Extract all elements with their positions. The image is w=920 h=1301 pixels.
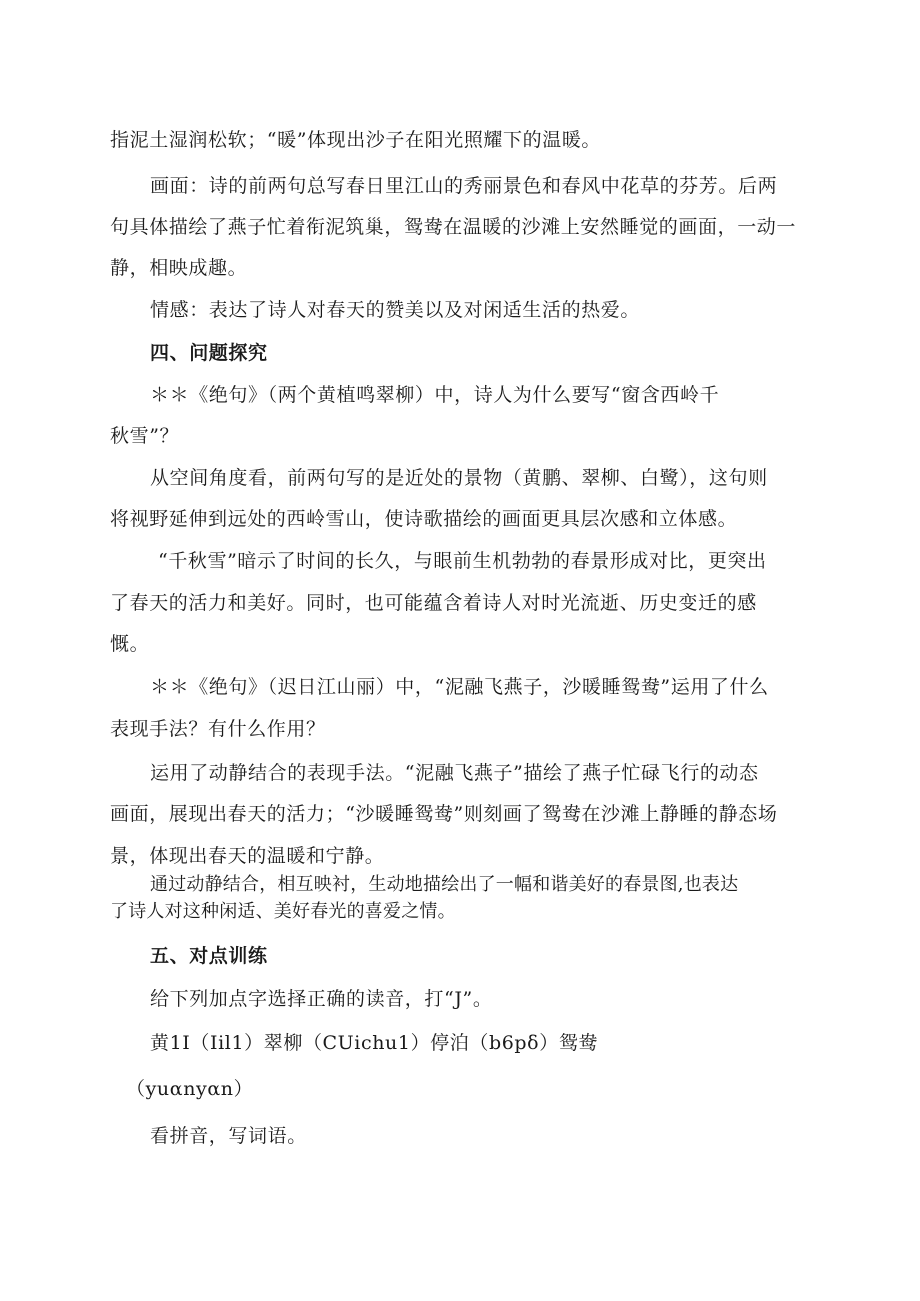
exercise-instruction-2: 看拼音，写词语。 (150, 1125, 307, 1147)
answer-1-line-1: 从空间角度看，前两句写的是近处的景物（黄鹏、翠柳、白鹭），这句则 (150, 467, 768, 489)
text-line-2: 画面：诗的前两句总写春日里江山的秀丽景色和春风中花草的芬芳。后两 (150, 175, 778, 197)
answer-1-line-4: 了春天的活力和美好。同时，也可能蕴含着诗人对时光流逝、历史变迁的感 (110, 592, 757, 614)
answer-1-line-5: 慨。 (110, 633, 150, 655)
question-1-cont: 秋雪”？ (110, 425, 180, 447)
section-heading-5: 五、对点训练 (150, 945, 268, 967)
question-1: ＊＊《绝句》（两个黄植鸣翠柳）中，诗人为什么要写“窗含西岭千 (150, 384, 720, 406)
answer-1-line-3: “千秋雪”暗示了时间的长久，与眼前生机勃勃的春景形成对比，更突出 (158, 550, 767, 572)
text-line-4: 静，相映成趣。 (110, 257, 248, 279)
question-2: ＊＊《绝句》（迟日江山丽）中，“泥融飞燕子，沙暖睡鸳鸯”运用了什么 (150, 676, 769, 698)
answer-2-line-1: 运用了动静结合的表现手法。“泥融飞燕子”描绘了燕子忙碌飞行的动态 (150, 762, 759, 784)
text-line-1: 指泥土湿润松软；“暖”体现出沙子在阳光照耀下的温暖。 (110, 129, 602, 151)
text-line-3: 句具体描绘了燕子忙着衔泥筑巢，鸳鸯在温暖的沙滩上安然睡觉的画面，一动一 (110, 216, 797, 238)
answer-2-line-4: 通过动静结合，相互映衬，生动地描绘出了一幅和谐美好的春景图,也表达 (150, 874, 739, 895)
answer-1-line-2: 将视野延伸到远处的西岭雪山，使诗歌描绘的画面更具层次感和立体感。 (110, 508, 738, 530)
exercise-pinyin-line-1: 黄1I（Iil1）翠柳（CUichu1）停泊（b6pδ）鸳鸯 (150, 1032, 599, 1054)
answer-2-line-3: 景，体现出春天的温暖和宁静。 (110, 845, 385, 867)
answer-2-line-2: 画面，展现出春天的活力；“沙暖睡鸳鸯”则刻画了鸳鸯在沙滩上静睡的静态场 (110, 803, 778, 825)
exercise-instruction: 给下列加点字选择正确的读音，打“J”。 (150, 988, 493, 1010)
section-heading-4: 四、问题探究 (150, 342, 268, 364)
text-line-5: 情感：表达了诗人对春天的赞美以及对闲适生活的热爱。 (150, 299, 641, 321)
exercise-pinyin-line-2: （yuαnyαn） (126, 1078, 254, 1100)
question-2-cont: 表现手法？有什么作用？ (110, 718, 326, 740)
answer-2-line-5: 了诗人对这种闲适、美好春光的喜爱之情。 (110, 901, 456, 922)
